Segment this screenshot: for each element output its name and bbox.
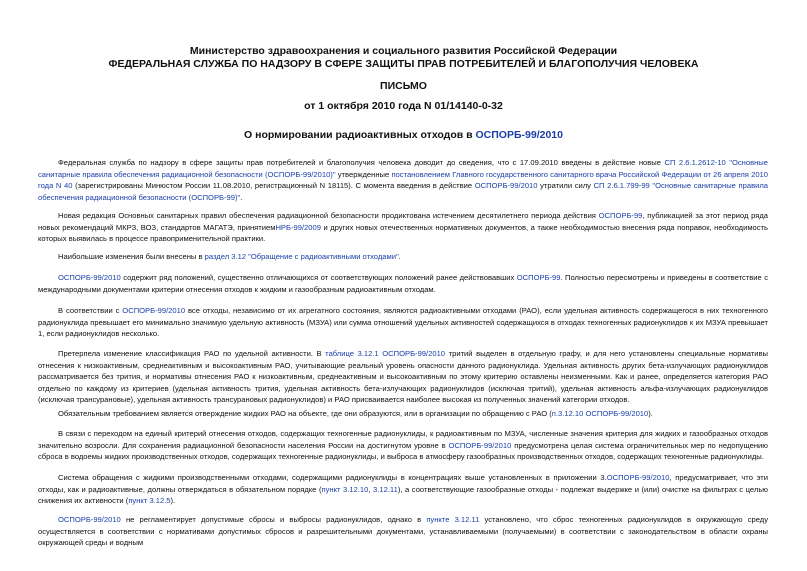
paragraph-1: [38, 157, 768, 203]
paragraph-3: [38, 251, 768, 263]
link-osporb-99[interactable]: ОСПОРБ-99: [598, 211, 643, 220]
text: все отходы, независимо от их агрегатного состояния, являются радиоактивными отходами (РАО), если удельная активность содержащегося в них техногенного радионуклида превышает его минимально значимую удельную активность (МЗУА) или сумма отношений удельных активностей содержащихся в отходах техногенных радионуклидов к их МЗУА превышает 1, если радионуклидов несколько.: [38, 306, 769, 339]
document-type: ПИСЬМО: [380, 80, 427, 92]
link-osporb-2010[interactable]: ОСПОРБ-99/2010: [382, 349, 446, 358]
link-p-3-12-11[interactable]: 3.12.11: [373, 484, 398, 494]
link-osporb-2010[interactable]: ОСПОРБ-99/2010: [58, 515, 121, 524]
text: и других новых отечественных нормативных документов, а также необходимостью внесения ряда поправок, необходимость которых выявилась в процессе правоприменительной практики.: [38, 222, 768, 244]
link-p-3-12-5[interactable]: пункт 3.12.5: [128, 496, 171, 506]
text: Новая редакция Основных санитарных правил обеспечения радиационной безопасности продиктована истечением десятилетнего периода действия: [58, 211, 599, 220]
document-title: [0, 129, 807, 142]
link-sp-799-99[interactable]: СП 2.6.1.799-99 "Основные санитарные правила обеспечения радиационной безопасности (ОСПОРБ-99)": [38, 181, 769, 202]
link-p-3-12-10[interactable]: п.3.12.10 ОСПОРБ-99/2010: [551, 409, 649, 418]
link-resolution-n40[interactable]: постановлением Главного государственного санитарного врача Российской Федерации от 26 апреля 2010 года N 40: [38, 169, 769, 191]
paragraph-6: [38, 348, 768, 406]
link-osporb-2010[interactable]: ОСПОРБ-99/2010: [58, 273, 121, 282]
link-osporb-2010[interactable]: ОСПОРБ-99/2010: [606, 473, 670, 482]
text: утвержденные: [335, 169, 392, 179]
text: утратили силу: [537, 181, 594, 191]
text: не регламентирует допустимые сбросы и выбросы радионуклидов, однако в: [120, 515, 427, 524]
text: Претерпела изменение классификация РАО по удельной активности. В: [58, 349, 326, 358]
paragraph-8: [38, 428, 768, 463]
text: В соответствии с: [58, 306, 123, 315]
link-p-3-12-11[interactable]: пункте 3.12.11: [426, 515, 480, 524]
document-date-number: от 1 октября 2010 года N 01/14140-0-32: [304, 100, 503, 112]
paragraph-10: [38, 514, 768, 549]
text: (зарегистрированы Минюстом России 11.08.2010, регистрационный N 18115). С момента введения в действие: [72, 181, 475, 191]
text: ).: [648, 409, 653, 418]
text: . Полностью пересмотрены и приведены в соответствие с международными документами критерии отнесения отходов к жидким и газообразным радиоактивным отходам.: [38, 273, 768, 294]
text: Наибольшие изменения были внесены в: [58, 252, 205, 261]
service-heading: ФЕДЕРАЛЬНАЯ СЛУЖБА ПО НАДЗОРУ В СФЕРЕ ЗАЩИТЫ ПРАВ ПОТРЕБИТЕЛЕЙ И БЛАГОПОЛУЧИЯ ЧЕЛОВЕКА: [108, 58, 699, 70]
paragraph-4: [38, 272, 768, 295]
paragraph-5: [38, 305, 768, 340]
text: Обязательным требованием является отверждение жидких РАО на объекте, где они образуются, или в организации по обращению с РАО (: [58, 409, 552, 418]
text: Система обращения с жидкими производственными отходами, содержащими радионуклиды в концентрациях выше установленных в приложении 3.: [58, 473, 607, 482]
link-osporb-2010[interactable]: ОСПОРБ-99/2010: [448, 440, 512, 450]
text: ,: [368, 484, 374, 494]
paragraph-9: [38, 472, 768, 507]
link-nrb-99-2009[interactable]: НРБ-99/2009: [275, 222, 321, 232]
text: .: [398, 252, 401, 261]
text: .: [240, 192, 243, 202]
text: установлено, что сброс техногенных радионуклидов в окружающую среду осуществляется в соответствии с нормативами допустимых сбросов и разрешительными документами, устанавливаемыми (получаемыми) в соответствии с законодательством в области охраны окружающей среды и водным: [38, 515, 768, 548]
text: содержит ряд положений, существенно отличающихся от соответствующих положений ранее действовавших: [120, 273, 517, 282]
title-text: О нормировании радиоактивных отходов в: [244, 129, 476, 141]
ministry-heading: Министерство здравоохранения и социального развития Российской Федерации: [189, 45, 618, 57]
title-link-osporb[interactable]: ОСПОРБ-99/2010: [475, 129, 563, 141]
link-sp-2612-10[interactable]: СП 2.6.1.2612-10 "Основные санитарные правила обеспечения радиационной безопасности (ОСПОРБ-99/2010)": [38, 158, 768, 179]
text: Федеральная служба по надзору в сфере защиты прав потребителей и благополучия человека доводит до сведения, что с 17.09.2010 введены в действие новые: [58, 158, 665, 167]
link-table-3-12-1[interactable]: таблице 3.12.1: [325, 349, 379, 358]
text: В связи с переходом на единый критерий отнесения отходов, содержащих техногенные радионуклиды, к радиоактивным по МЗУА, численные значения критерия для жидких и газообразных отходов значительно возросли. Для сохранения радиационной безопасности населения России на достигнутом уровне в: [38, 429, 768, 450]
text: , публикацией за этот период ряда новых рекомендаций МКРЗ, ВОЗ, стандартов МАГАТЭ, принятием: [38, 211, 768, 232]
text: ).: [170, 496, 176, 506]
paragraph-7: [38, 408, 768, 420]
text: предусмотрена целая система ограничительных мер по недопущению сброса в водоемы жидких производственных отходов, содержащих техногенные радионуклиды, и выброса в атмосферу газообразных производственных отходов, содержащих техногенные радионуклиды.: [38, 440, 768, 462]
text: ), а соответствующие газообразные отходы - подлежат выдержке и (или) очистке на фильтрах с целью снижения их активности (: [38, 484, 768, 506]
link-osporb-99[interactable]: ОСПОРБ-99: [516, 273, 561, 282]
link-osporb-2010[interactable]: ОСПОРБ-99/2010: [474, 181, 538, 191]
link-section-3-12[interactable]: раздел 3.12 "Обращение с радиоактивными отходами": [204, 252, 399, 261]
text: тритий выделен в отдельную графу, и для него установлены специальные нормативы отнесения к низкоактивным, среднеактивным и высокоактивным РАО, учитывающие реальный уровень опасности данного радионуклида. Удельная активность других бета-излучающих радионуклидов рассматривается без трития, и нормативы отнесения РАО к низкоактивным, среднеактивным и высокоактивным по этому критерию оставлены неизменными. Как и ранее, определяется категория РАО отдельно по каждому из критериев (удельная активность трития, удельная активность бета-излучающих радионуклидов (исключая тритий), удельная активность альфа-излучающих радионуклидов (исключая трансурановые), удельная активность трансурановых радионуклидов) и РАО присваивается наиболее высокая из полученных значений категории отходов.: [38, 349, 768, 405]
text: , предусматривает, что эти отходы, как и радиоактивные, должны отверждаться в обязательном порядке (: [38, 473, 768, 494]
paragraph-2: [38, 210, 768, 245]
link-osporb-2010[interactable]: ОСПОРБ-99/2010: [122, 306, 186, 315]
link-p-3-12-10[interactable]: пункт 3.12.10: [321, 484, 369, 494]
